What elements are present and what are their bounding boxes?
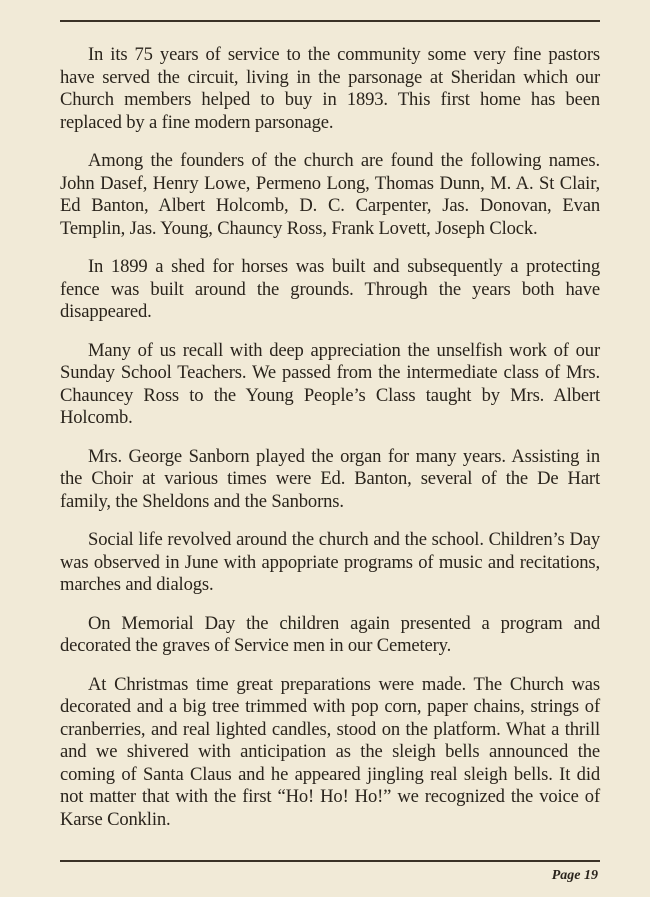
paragraph-sunday-school: Many of us recall with deep appreciation the unselfish work of our Sunday School Teachers. We passed from the intermediate class of Mrs. Chauncey Ross to the Young People’s Class taught by Mrs. Albert Holcomb. [60,339,600,428]
paragraph-organ-choir: Mrs. George Sanborn played the organ for many years. Assisting in the Choir at various times were Ed. Banton, several of the De Hart family, the Sheldons and the Sanborns. [60,445,600,512]
page-number: Page 19 [551,868,598,883]
paragraph-horse-shed: In 1899 a shed for horses was built and subsequently a protecting fence was built around the grounds. Through the years both have disappeared. [60,256,600,322]
paragraph-memorial-day: On Memorial Day the children again presented a program and decorated the graves of Service men in our Cemetery. [60,612,600,656]
paragraph-christmas: At Christmas time great preparations were made. The Church was decorated and a big tree trimmed with pop corn, paper chains, strings of cranberries, and real lighted candles, stood on the platform. What a thrill and we shivered with anticipation as the sleigh bells announced the coming of Santa Claus and he appeared jingling real sleigh bells. It did not matter that with the first “Ho! Ho! Ho!” we recognized the voice of Karse Conklin. [60,673,600,830]
paragraph-social-life: Social life revolved around the church and the school. Children’s Day was observed in June with appopriate programs of music and recitations, marches and dialogs. [60,529,600,595]
paragraph-founders: Among the founders of the church are found the following names. John Dasef, Henry Lowe, Permeno Long, Thomas Dunn, M. A. St Clair, Ed Banton, Albert Holcomb, D. C. Carpenter, Jas. Donovan, Evan Templin, Jas. Young, Chauncy Ross, Frank Lovett, Joseph Clock. [60,150,600,239]
top-rule [60,20,600,22]
body-text [60,44,600,831]
bottom-rule [60,860,600,862]
paragraph-pastors: In its 75 years of service to the community some very fine pastors have served the circuit, living in the parsonage at Sheridan which our Church members helped to buy in 1893. This first home has been replaced by a fine modern parsonage. [60,44,600,133]
